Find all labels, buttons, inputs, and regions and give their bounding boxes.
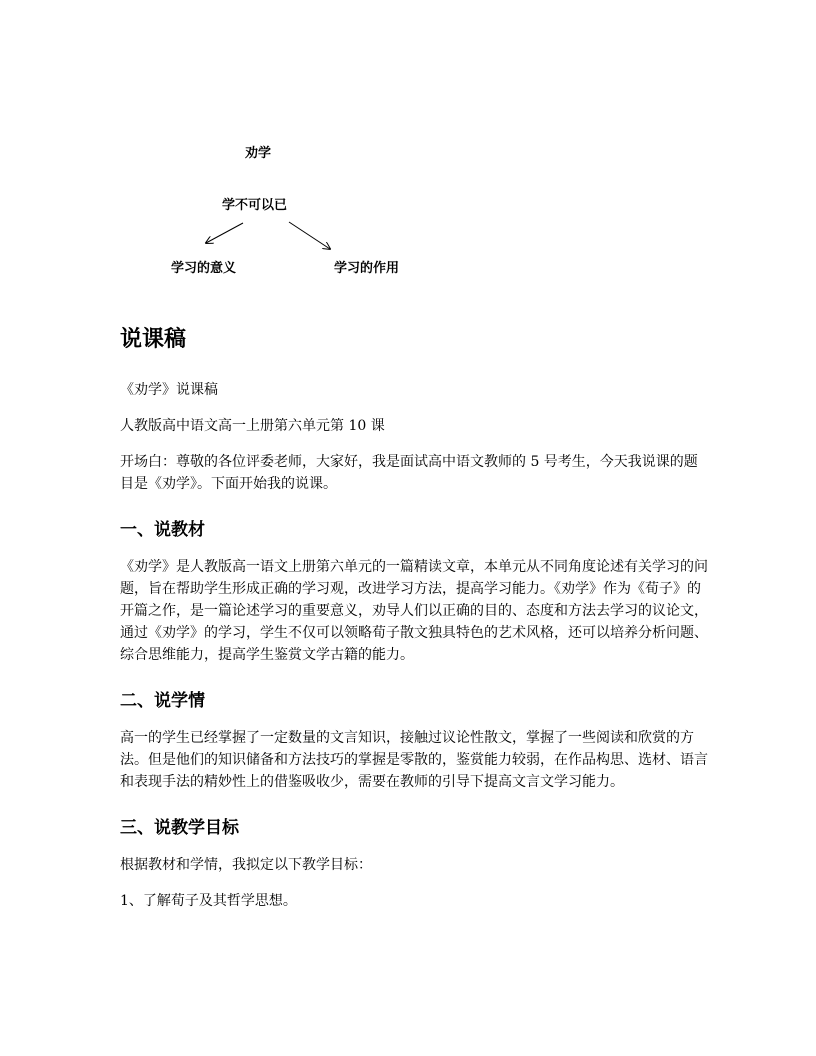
section-paragraph: 高一的学生已经掌握了一定数量的文言知识，接触过议论性散文，掌握了一些阅读和欣赏的方法。但是他们的知识储备和方法技巧的掌握是零散的，鉴赏能力较弱，在作品构思、选材、语言和表现手法的精妙性上的借鉴吸收少，需要在教师的引导下提高文言文学习能力。	[120, 730, 708, 790]
section-heading-textbook: 一、说教材	[120, 520, 205, 540]
document-subtitle: 《劝学》说课稿	[120, 382, 218, 398]
diagram-root-node: 劝学	[245, 146, 272, 161]
section-paragraph: 《劝学》是人教版高一语文上册第六单元的一篇精读文章，本单元从不同角度论述有关学习的问题，旨在帮助学生形成正确的学习观，改进学习方法，提高学习能力。《劝学》作为《荀子》的开篇之作，是一篇论述学习的重要意义，劝导人们以正确的目的、态度和方法去学习的议论文，通过《劝学》的学习，学生不仅可以领略荀子散文独具特色的艺术风格，还可以培养分析问题、综合思维能力，提高学生鉴赏文学古籍的能力。	[120, 559, 708, 663]
mind-map-diagram	[0, 0, 816, 300]
goal-item: 1、了解荀子及其哲学思想。	[120, 893, 297, 909]
mind-map-arrows	[0, 0, 816, 300]
arrow-to-right-node	[289, 222, 330, 249]
document-body	[120, 322, 710, 926]
opening-paragraph: 开场白：尊敬的各位评委老师，大家好，我是面试高中语文教师的 5 号考生，今天我说课的题目是《劝学》。下面开始我的说课。	[120, 454, 698, 492]
arrow-to-left-node	[206, 223, 243, 243]
section-heading-students: 二、说学情	[120, 691, 205, 711]
section-heading-goals: 三、说教学目标	[120, 818, 239, 838]
document-title: 说课稿	[120, 327, 187, 352]
section-paragraph: 根据教材和学情，我拟定以下教学目标：	[120, 857, 372, 873]
diagram-right-node: 学习的作用	[334, 261, 400, 276]
diagram-middle-node: 学不可以已	[222, 198, 288, 213]
diagram-left-node: 学习的意义	[171, 261, 237, 276]
course-info: 人教版高中语文高一上册第六单元第 10 课	[120, 418, 385, 434]
